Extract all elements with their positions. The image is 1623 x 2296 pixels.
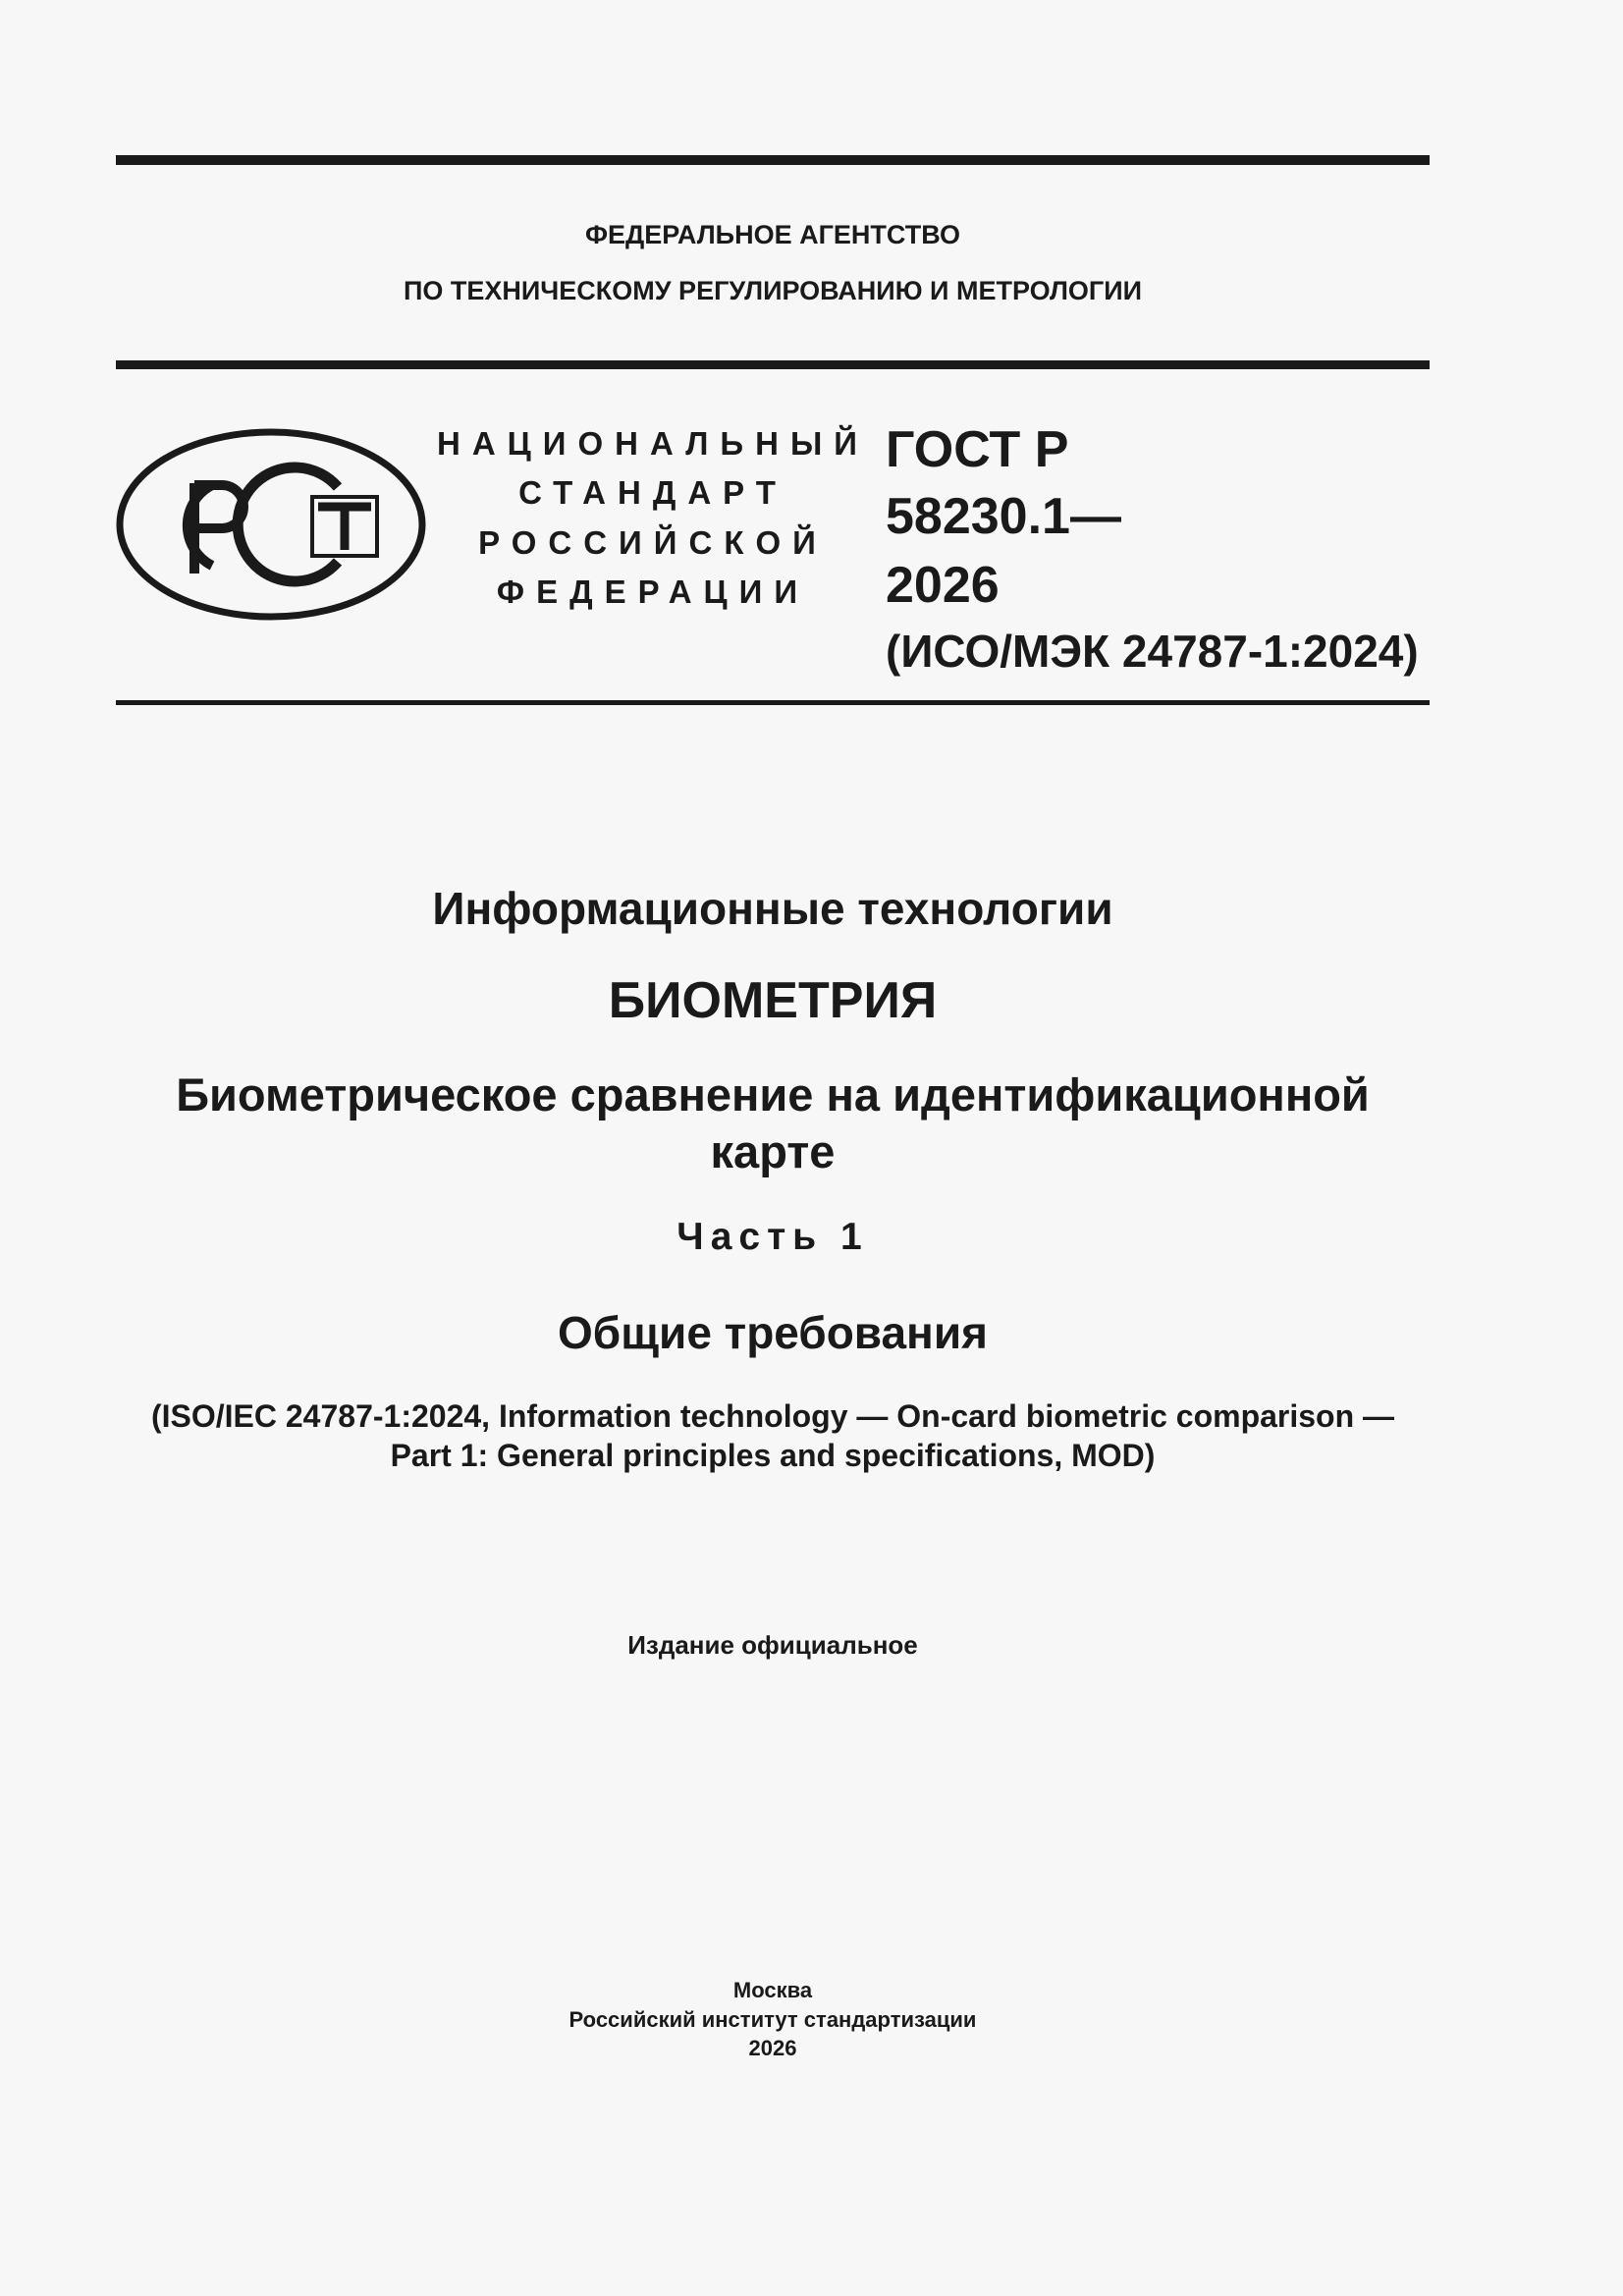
standard-designation-line-2: 58230.1—: [886, 488, 1121, 545]
agency-name-line-1: ФЕДЕРАЛЬНОЕ АГЕНТСТВО: [584, 220, 961, 249]
standard-designation-line-4: (ИСО/МЭК 24787-1:2024): [886, 626, 1419, 677]
iso-reference: [116, 1396, 1430, 1475]
imprint-city: Москва: [732, 1978, 813, 2002]
agency-name-line-2: ПО ТЕХНИЧЕСКОМУ РЕГУЛИРОВАНИЮ И МЕТРОЛОГИИ: [403, 276, 1143, 305]
edition-label: Издание официальное: [627, 1630, 918, 1660]
national-standard-line-4: ФЕДЕРАЦИИ: [496, 574, 810, 610]
iso-reference-line-2: Part 1: General principles and specifications, MOD): [390, 1438, 1156, 1473]
national-standard-line-1: НАЦИОНАЛЬНЫЙ: [437, 425, 869, 462]
bottom-rule: [116, 700, 1430, 705]
rst-certification-logo-icon: [114, 426, 428, 623]
document-main-title: БИОМЕТРИЯ: [608, 972, 938, 1029]
document-part-number: Часть 1: [676, 1216, 869, 1258]
top-rule: [116, 155, 1430, 165]
document-field-title: Информационные технологии: [432, 883, 1113, 934]
national-standard-line-3: РОССИЙСКОЙ: [478, 524, 828, 561]
middle-rule: [116, 360, 1430, 369]
standard-designation-line-1: ГОСТ Р: [886, 421, 1069, 478]
iso-reference-line-1: (ISO/IEC 24787-1:2024, Information technology — On-card biometric comparison —: [150, 1398, 1395, 1434]
document-part-title: Общие требования: [558, 1307, 988, 1358]
national-standard-line-2: СТАНДАРТ: [518, 474, 787, 511]
imprint-year: 2026: [748, 2036, 797, 2060]
imprint-publisher: Российский институт стандартизации: [568, 2007, 977, 2032]
standard-designation-line-3: 2026: [886, 557, 1000, 614]
document-subtitle: [116, 1066, 1430, 1180]
document-subtitle-line-2: карте: [710, 1125, 836, 1177]
document-subtitle-line-1: Биометрическое сравнение на идентификационной: [176, 1068, 1370, 1121]
